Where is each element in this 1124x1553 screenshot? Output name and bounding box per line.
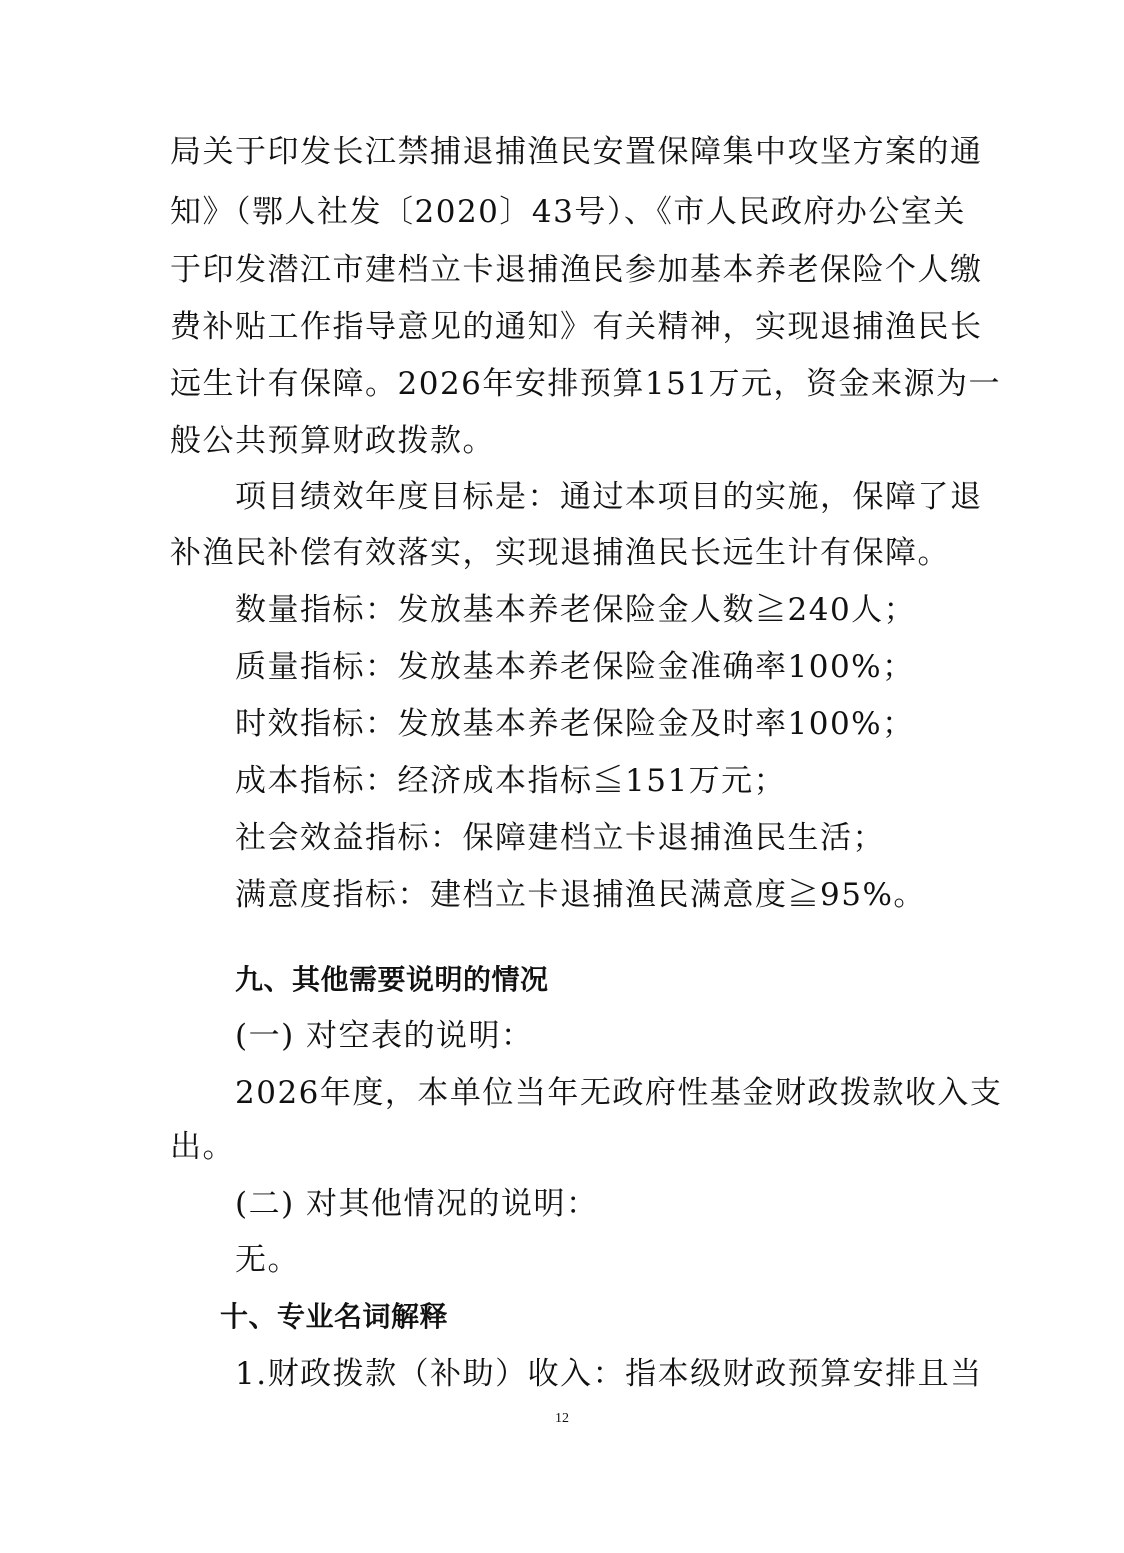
subsection-title: (一) 对空表的说明： [235,1018,534,1054]
body-line: 1.财政拨款（补助）收入：指本级财政预算安排且当 [235,1356,983,1392]
body-line: 补渔民补偿有效落实，实现退捕渔民长远生计有保障。 [170,535,950,571]
body-line: 2026年度，本单位当年无政府性基金财政拨款收入支 [235,1075,1003,1111]
body-line: 出。 [170,1129,235,1165]
performance-indicator: 时效指标：发放基本养老保险金及时率100%； [235,706,915,742]
section-heading: 九、其他需要说明的情况 [235,963,549,996]
body-line: 费补贴工作指导意见的通知》有关精神，实现退捕渔民长 [170,309,983,345]
performance-indicator: 质量指标：发放基本养老保险金准确率100%； [235,649,915,685]
body-line: 远生计有保障。2026年安排预算151万元，资金来源为一 [170,366,1002,402]
performance-indicator: 成本指标：经济成本指标≦151万元； [235,763,787,799]
body-line: 般公共预算财政拨款。 [170,423,495,459]
performance-indicator: 社会效益指标：保障建档立卡退捕渔民生活； [235,820,885,856]
body-line: 项目绩效年度目标是：通过本项目的实施，保障了退 [235,479,983,515]
page-number: 12 [555,1411,569,1426]
section-heading: 十、专业名词解释 [220,1300,449,1333]
body-line: 于印发潜江市建档立卡退捕渔民参加基本养老保险个人缴 [170,252,983,288]
performance-indicator: 数量指标：发放基本养老保险金人数≧240人； [235,592,917,628]
subsection-title: (二) 对其他情况的说明： [235,1186,599,1222]
body-line: 无。 [235,1242,300,1278]
body-line: 局关于印发长江禁捕退捕渔民安置保障集中攻坚方案的通 [170,134,983,170]
performance-indicator: 满意度指标：建档立卡退捕渔民满意度≧95%。 [235,877,926,913]
body-line: 知》（鄂人社发〔2020〕43号）、《市人民政府办公室关 [170,194,966,230]
